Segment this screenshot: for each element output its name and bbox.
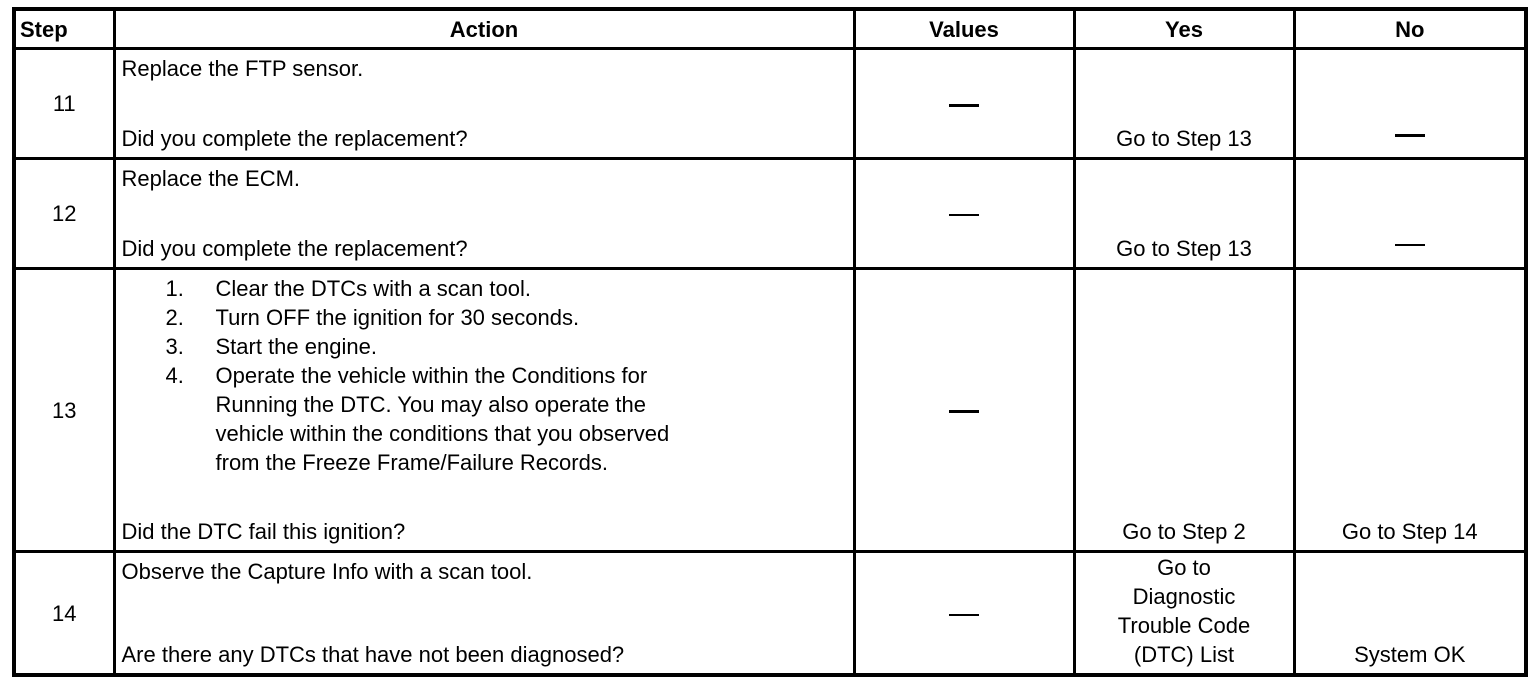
no-dash bbox=[1395, 244, 1425, 246]
action-steps-list bbox=[122, 274, 847, 477]
step-number: 13 bbox=[14, 269, 114, 552]
action-cell bbox=[114, 159, 854, 269]
no-result: Go to Step 14 bbox=[1294, 269, 1526, 552]
list-number: 2. bbox=[165, 305, 184, 330]
header-no: No bbox=[1294, 9, 1526, 49]
values-dash bbox=[949, 104, 979, 107]
no-result-cell bbox=[1294, 159, 1526, 269]
table-row bbox=[14, 49, 1526, 159]
action-list-container bbox=[122, 274, 847, 477]
header-step: Step bbox=[14, 9, 114, 49]
list-text: Turn OFF the ignition for 30 seconds. bbox=[215, 305, 580, 330]
action-question: Are there any DTCs that have not been diagnosed? bbox=[121, 642, 625, 667]
action-text: Observe the Capture Info with a scan tool. bbox=[121, 559, 533, 584]
list-item bbox=[122, 332, 847, 361]
list-text: Start the engine. bbox=[215, 334, 377, 359]
step-number: 12 bbox=[14, 159, 114, 269]
values-cell bbox=[854, 269, 1074, 552]
header-row bbox=[14, 9, 1526, 49]
no-result-cell bbox=[1294, 49, 1526, 159]
values-dash bbox=[949, 614, 979, 616]
list-text: Operate the vehicle within the Conditions for Running the DTC. You may also operate the vehicle within the conditions that you observed from the Freeze Frame/Failure Records. bbox=[215, 363, 670, 475]
action-cell bbox=[114, 49, 854, 159]
values-cell bbox=[854, 552, 1074, 676]
values-dash bbox=[949, 410, 979, 413]
table-row bbox=[14, 269, 1526, 552]
diagnostic-table bbox=[12, 7, 1528, 677]
values-cell bbox=[854, 159, 1074, 269]
step-number: 14 bbox=[14, 552, 114, 676]
yes-result: Go to Step 13 bbox=[1074, 159, 1294, 269]
list-item bbox=[122, 303, 847, 332]
action-cell bbox=[114, 269, 854, 552]
action-question: Did you complete the replacement? bbox=[121, 236, 468, 261]
list-item bbox=[122, 361, 847, 477]
no-result: System OK bbox=[1294, 552, 1526, 676]
list-number: 1. bbox=[165, 276, 184, 301]
action-question: Did you complete the replacement? bbox=[121, 126, 468, 151]
list-number: 3. bbox=[165, 334, 184, 359]
table-row bbox=[14, 552, 1526, 676]
list-number: 4. bbox=[165, 363, 184, 388]
values-cell bbox=[854, 49, 1074, 159]
yes-result: Go to Step 2 bbox=[1074, 269, 1294, 552]
action-question: Did the DTC fail this ignition? bbox=[121, 519, 406, 544]
action-text: Replace the FTP sensor. bbox=[121, 56, 364, 81]
header-values: Values bbox=[854, 9, 1074, 49]
action-cell bbox=[114, 552, 854, 676]
values-dash bbox=[949, 214, 979, 216]
list-text: Clear the DTCs with a scan tool. bbox=[215, 276, 531, 301]
action-text: Replace the ECM. bbox=[121, 166, 301, 191]
yes-result: Go to Step 13 bbox=[1074, 49, 1294, 159]
header-action: Action bbox=[114, 9, 854, 49]
yes-result-text: Go to Diagnostic Trouble Code (DTC) List bbox=[1117, 555, 1251, 667]
yes-result bbox=[1074, 552, 1294, 676]
step-number: 11 bbox=[14, 49, 114, 159]
table-row bbox=[14, 159, 1526, 269]
list-item bbox=[122, 274, 847, 303]
no-dash bbox=[1395, 134, 1425, 137]
header-yes: Yes bbox=[1074, 9, 1294, 49]
